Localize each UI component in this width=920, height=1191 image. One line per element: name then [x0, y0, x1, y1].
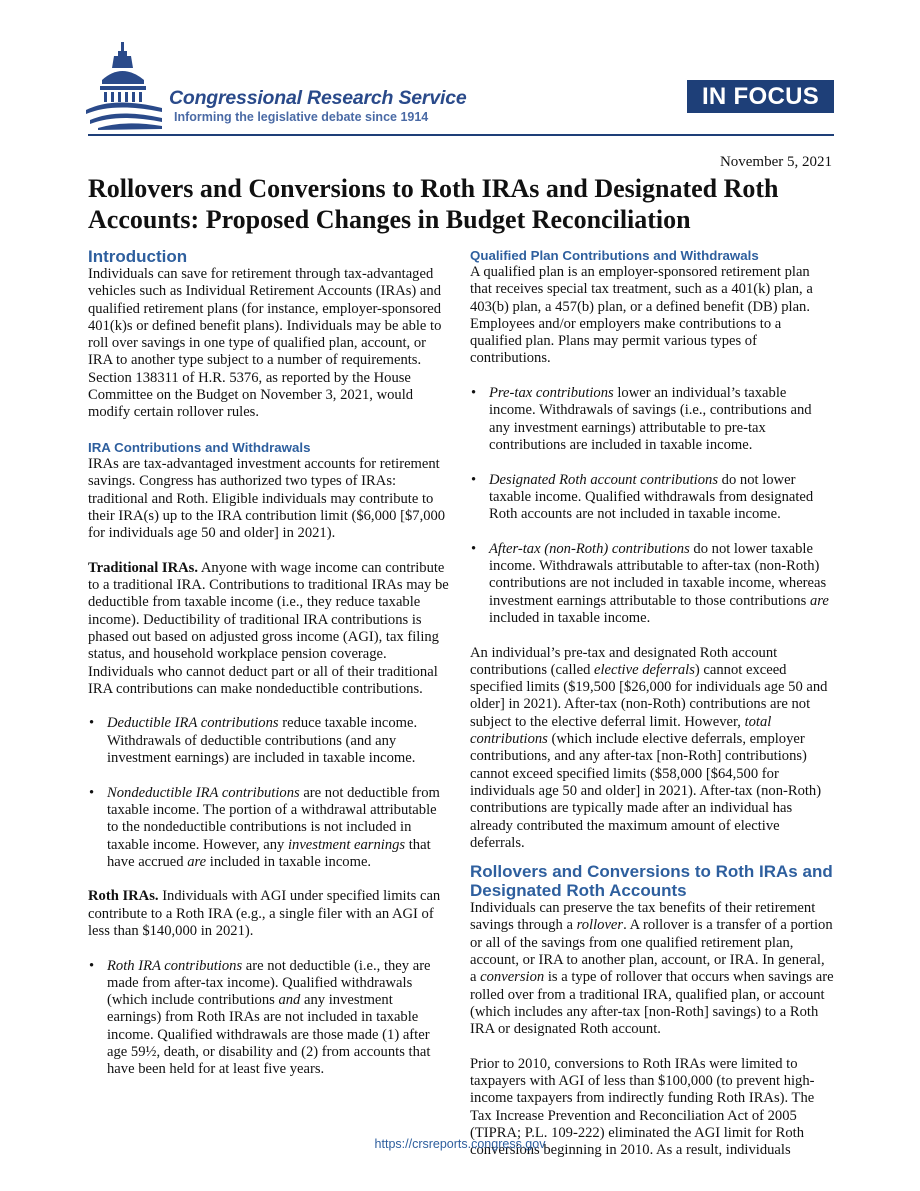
prior-2010-paragraph: Prior to 2010, conversions to Roth IRAs were limited to taxpayers with AGI of less than $100,000 (to prevent high-income taxpayers from indirectly funding Roth IRAs). The Tax Increase Prevention and Reconciliation Act of 2005 (TIPRA; P.L. 109-222) eliminated the AGI limit for Roth conversions beginning in 2010. As a result, individuals	[470, 1055, 815, 1159]
capitol-dome-logo-icon	[84, 40, 164, 130]
section-heading-rollovers: Rollovers and Conversions to Roth IRAs and Designated Roth Accounts	[470, 862, 833, 901]
list-item: • Roth IRA contributions are not deductible (i.e., they are made from after-tax income). Qualified withdrawals (which include contributions and any investment earnings) from Roth IRAs are not included in taxable income. Qualified withdrawals are those made (1) after age 59½, death, or disability and (2) from accounts that have been held for at least five years.	[89, 957, 431, 1078]
section-heading-introduction: Introduction	[88, 247, 188, 266]
bullet-icon: •	[471, 540, 477, 557]
ira-paragraph: IRAs are tax-advantaged investment accounts for retirement savings. Congress has authorized two types of IRAs: traditional and Roth. Eligible individuals may contribute to their IRA(s) up to the IRA contribution limit ($6,000 [$7,000 for individuals age 50 and older] in 2021).	[88, 455, 446, 542]
bullet-icon: •	[89, 715, 95, 732]
header-divider	[88, 134, 834, 136]
list-item: • After-tax (non-Roth) contributions do not lower taxable income. Withdrawals attributable to after-tax (non-Roth) contributions are not included in taxable income, whereas investment earnings attributable to those contributions are included in taxable income.	[471, 540, 829, 626]
bullet-icon: •	[471, 471, 477, 488]
bullet-icon: •	[89, 784, 95, 801]
publication-date: November 5, 2021	[719, 154, 832, 170]
list-item: • Designated Roth account contributions do not lower taxable income. Qualified withdrawals from designated Roth accounts are not included in taxable income.	[471, 471, 814, 523]
org-tagline: Informing the legislative debate since 1914	[174, 110, 429, 124]
crs-reports-link[interactable]: https://crsreports.congress.gov	[374, 1137, 546, 1151]
list-item: • Pre-tax contributions lower an individual’s taxable income. Withdrawals of savings (i.e., contributions and any investment earnings) attributable to pre-tax contributions are included in taxable income.	[471, 385, 812, 453]
section-heading-ira: IRA Contributions and Withdrawals	[88, 439, 311, 455]
left-column	[88, 247, 450, 1079]
intro-paragraph: Individuals can save for retirement through tax-advantaged vehicles such as Individual Retirement Accounts (IRAs) and qualified retirement plans (for instance, employer-sponsored 401(k)s or defined benefit plans). Individuals may be able to roll over savings in one type of qualified plan, account, or IRA to another type subject to a number of requirements. Section 138311 of H.R. 5376, as reported by the House Committee on the Budget on November 3, 2021, would modify certain rollover rules.	[88, 266, 442, 421]
right-column	[470, 247, 834, 1160]
traditional-ira-paragraph: Traditional IRAs. Anyone with wage income can contribute to a traditional IRA. Contributions to traditional IRAs may be deductible from taxable income (i.e., they reduce taxable income). Deductibility of traditional IRA contributions is phased out based on adjusted gross income (AGI), tax filing status, and household workplace pension coverage. Individuals who cannot deduct part or all of their traditional IRA contributions can make nondeductible contributions.	[88, 559, 449, 697]
bullet-icon: •	[89, 957, 95, 974]
section-heading-qualified-plan: Qualified Plan Contributions and Withdrawals	[470, 248, 759, 263]
rollovers-paragraph: Individuals can preserve the tax benefits of their retirement savings through a rollover. A rollover is a transfer of a portion or all of the savings from one qualified retirement plan, account, or IRA to another plan, account, or IRA. In general, a conversion is a type of rollover that occurs when savings are rolled over from a traditional IRA, qualified plan, or account (which includes any after-tax [non-Roth] savings) to a Roth IRA or designated Roth account.	[470, 900, 834, 1038]
qualified-plan-paragraph: A qualified plan is an employer-sponsored retirement plan that receives special tax treatment, such as a 401(k) plan, a 403(b) plan, a 457(b) plan, or a defined benefit (DB) plan. Employees and/or employers make contributions to a qualified plan. Plans may permit various types of contributions.	[470, 264, 813, 367]
list-item: • Nondeductible IRA contributions are not deductible from taxable income. The portion of a withdrawal attributable to the nondeductible contributions is not included in taxable income. However, any investment earnings that have accrued are included in taxable income.	[89, 784, 440, 870]
page-header	[0, 0, 920, 140]
bullet-icon: •	[471, 385, 477, 402]
elective-deferrals-paragraph: An individual’s pre-tax and designated Roth account contributions (called elective deferrals) cannot exceed specified limits ($19,500 [$26,000 for individuals age 50 and older] in 2021). After-tax (non-Roth) contributions are not subject to the elective deferral limit. However, total contributions (which include elective deferrals, employer contributions, and any after-tax [non-Roth] contributions) cannot exceed specified limits ($58,000 [$64,500 for individuals age 50 and older] in 2021). After-tax (non-Roth) contributions are typically made after an individual has already contributed the maximum amount of elective deferrals.	[470, 644, 828, 851]
in-focus-badge: IN FOCUS	[687, 80, 834, 113]
roth-ira-lead: Roth IRAs.	[88, 888, 159, 905]
traditional-ira-lead: Traditional IRAs.	[88, 559, 199, 576]
roth-ira-paragraph: Roth IRAs. Individuals with AGI under specified limits can contribute to a Roth IRA (e.g., a single filer with an AGI of less than $140,000 in 2021).	[88, 888, 441, 939]
document-title: Rollovers and Conversions to Roth IRAs and Designated Roth Accounts: Proposed Changes in Budget Reconciliation	[88, 174, 779, 234]
list-item: • Deductible IRA contributions reduce taxable income. Withdrawals of deductible contributions (and any investment earnings) are included in taxable income.	[89, 715, 418, 767]
org-name: Congressional Research Service	[169, 87, 467, 109]
